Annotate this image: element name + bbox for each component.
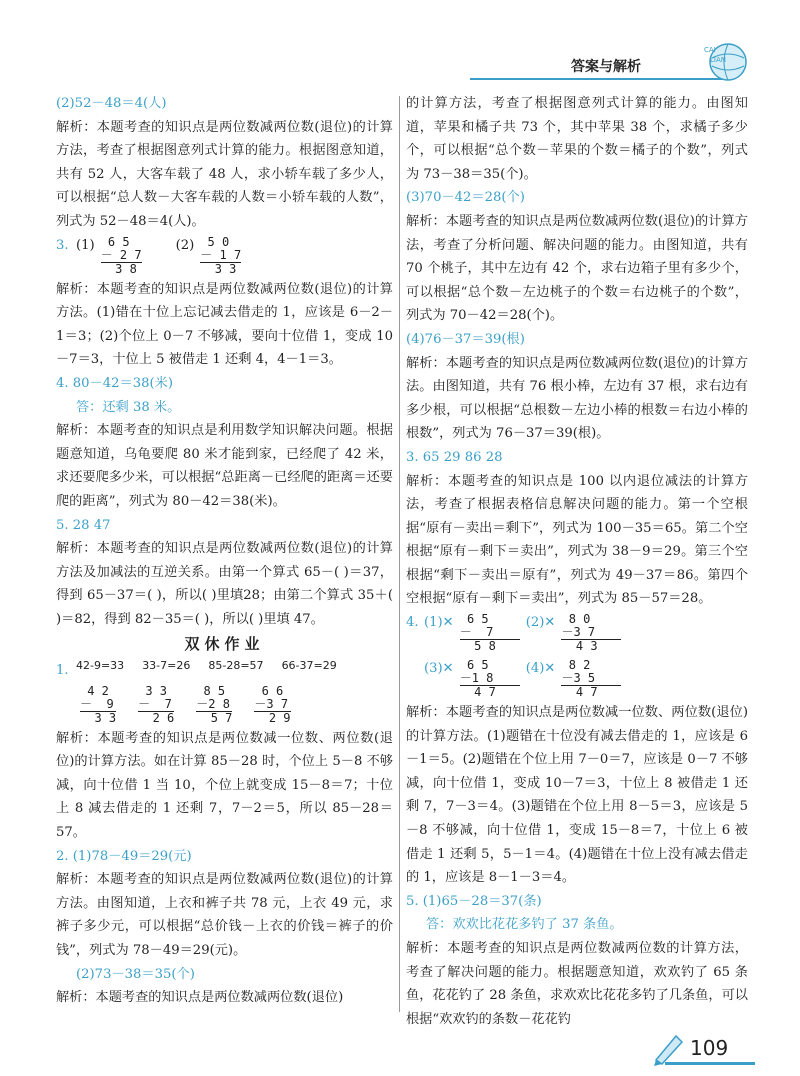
vertical-calc <box>561 613 621 653</box>
answer-line: (4)76－37＝39(根) <box>406 331 525 347</box>
calc-result: 4 7 <box>561 685 621 699</box>
answer-line: 答：还剩 38 米。 <box>76 399 181 415</box>
calc-sub: －2 8 <box>196 696 230 711</box>
page-number: 109 <box>690 1036 729 1060</box>
calc-result: 3 3 <box>80 710 117 725</box>
analysis-paragraph: 解析：本题考查的知识点是两位数减两位数(退位)的计算方法。(1)错在十位上忘记减去借走的 1，应该是 6－2－1＝3；(2)个位上 0－7 不够减，要向十位借 1，变成 10－7＝3，十位上 5 被借走 1 还剩 4，4－1＝3。 <box>56 281 393 368</box>
calc-top: 8 5 <box>196 683 226 698</box>
equation-label: 42-9=33 <box>76 659 125 673</box>
calc-sub: －3 5 <box>561 671 596 686</box>
equation-label: 33-7=26 <box>142 659 191 673</box>
calc-top: 5 0 <box>200 234 230 249</box>
answer-line: 2. (1)78－49＝29(元) <box>56 848 192 864</box>
analysis-paragraph: 解析：本题考查的知识点是两位数减一位数、两位数(退位)的计算方法。(1)题错在十位没有减去借走的 1，应该是 6－1＝5。(2)题错在个位上用 7－0＝7，应该是 0－7 不够减，向十位借 1，变成 10－7＝3，十位上 8 被借走 1 还剩 7，7－3＝4。(3)题错在个位上用 8－5＝3，应该是 5－8 不够减，向十位借 1，变成 15－8＝7，十位上 6 被借走 1 还剩 5，5－1＝4。(4)题错在十位上没有减去借走的 1，应该是 8－1－3＝4。 <box>406 705 748 886</box>
calc-top: 3 3 <box>138 683 168 698</box>
answer-line: (2)52－48＝4(人) <box>56 96 167 111</box>
analysis-paragraph: 解析：本题考查的知识点是两位数减一位数、两位数(退位)的计算方法。如在计算 85－28 时，个位上 5－8 不够减，向十位借 1 当 10，个位上就变成 15－8＝7；十位上 8 减去借走的 1 还剩 7，7－2＝5，所以 85－28＝57。 <box>56 730 393 841</box>
calc-result: 5 8 <box>460 639 520 653</box>
analysis-paragraph: 解析：本题考查的知识点是利用数学知识解决问题。根据题意知道，乌龟要爬 80 米才能到家，已经爬了 42 米，求还要爬多少米，可以根据“总距离－已经爬的距离＝还要爬的距离”，列式为 80－42＝38(米)。 <box>56 423 393 509</box>
question-4 <box>406 611 748 701</box>
calc-sub: － 1 7 <box>200 247 242 262</box>
calc-row <box>80 683 393 727</box>
equation-label: 85-28=57 <box>208 659 264 673</box>
analysis-paragraph: 解析：本题考查的知识点是两位数减两位数(退位)的计算方法。由图知道，共有 76 根小棒，左边有 37 根，求右边有多少根，可以根据“总根数－左边小棒的根数＝右边小棒的根数”，列式为 76－37＝39(根)。 <box>406 355 748 442</box>
pencil-icon <box>650 1030 690 1066</box>
svg-text:CAI: CAI <box>704 46 716 54</box>
calc-sub: － 7 <box>459 625 494 640</box>
vertical-calc <box>561 659 621 699</box>
question-number: 3. <box>56 237 69 253</box>
calc-top: 6 5 <box>459 612 489 627</box>
vertical-calc <box>138 685 174 725</box>
calc-tag: (3)✕ <box>424 661 454 677</box>
calc-sub: － 2 7 <box>100 247 142 262</box>
calc-sub: － 9 <box>80 696 114 711</box>
answer-line: 5. (1)65－28＝37(条) <box>406 893 542 909</box>
vertical-calc <box>200 236 241 276</box>
answer-line: (3)70－42＝28(个) <box>406 190 525 206</box>
header-title: 答案与解析 <box>571 59 641 75</box>
calc-result: 4 7 <box>460 685 520 699</box>
vertical-calc <box>460 613 520 653</box>
footer-rule <box>665 1062 755 1065</box>
calc-top: 6 5 <box>459 658 489 673</box>
calc-top: 8 2 <box>561 658 591 673</box>
answer-line: (2)73－38＝35(个) <box>76 966 195 982</box>
calc-top: 8 0 <box>561 612 591 627</box>
calc-top: 6 6 <box>254 683 284 698</box>
vertical-calc <box>80 685 116 725</box>
vertical-calc <box>460 659 520 699</box>
globe-logo-icon <box>690 28 756 90</box>
calc-sub: －3 7 <box>254 696 289 711</box>
question-number: 4. <box>406 615 419 631</box>
answer-line: 答：欢欢比花花多钓了 37 条鱼。 <box>426 917 623 933</box>
equation-label: 66-37=29 <box>281 659 337 673</box>
svg-text:LIAN: LIAN <box>710 56 726 64</box>
calc-sub: －1 8 <box>459 671 494 686</box>
calc-top: 6 5 <box>100 234 130 249</box>
answer-line: 4. 80－42＝38(米) <box>56 375 173 391</box>
calc-tag: (2) <box>175 237 195 253</box>
vertical-calc <box>101 236 142 276</box>
calc-top: 4 2 <box>80 683 109 698</box>
right-column <box>406 92 748 1031</box>
vertical-calc <box>254 685 290 725</box>
question-3 <box>56 234 393 278</box>
calc-result: 3 8 <box>101 262 142 276</box>
calc-tag: (4)✕ <box>525 661 556 677</box>
calc-sub: － 7 <box>138 696 172 711</box>
analysis-paragraph: 解析：本题考查的知识点是两位数减两位数的计算方法，考查了解决问题的能力。根据题意知道，欢欢钓了 65 条鱼，花花钓了 28 条鱼，求欢欢比花花多钓了几条鱼，可以根据“欢欢钓的条数－花花钓 <box>406 941 748 1027</box>
section-title: 双休作业 <box>184 635 265 654</box>
answer-line: 3. 65 29 86 28 <box>406 449 503 465</box>
column-divider <box>399 96 400 1012</box>
calc-sub: －3 7 <box>561 625 596 640</box>
calc-result: 2 6 <box>138 710 175 725</box>
calc-result: 3 3 <box>200 262 241 276</box>
analysis-paragraph: 解析：本题考查的知识点是两位数减两位数(退位)的计算方法及加减法的互逆关系。由第一个算式 65－( )＝37，得到 65－37＝( )，所以( )里填28；由第二个算式 35＋( )＝82，得到 82－35＝( )，所以( )里填 47。 <box>56 541 393 627</box>
left-column <box>56 92 393 1010</box>
analysis-paragraph: 解析：本题考查的知识点是两位数减两位数(退位)的计算方法。由图知道，上衣和裤子共 78 元，上衣 49 元，求裤子多少元，可以根据“总价钱－上衣的价钱＝裤子的价钱”，列式为 78－49＝29(元)。 <box>56 872 393 958</box>
analysis-paragraph: 解析：本题考查的知识点是两位数减两位数(退位) <box>56 990 344 1006</box>
weekend-q1 <box>56 659 393 683</box>
calc-result: 4 3 <box>561 639 621 653</box>
calc-result: 5 7 <box>196 710 233 725</box>
calc-tag: (2)✕ <box>525 615 556 631</box>
answer-line: 5. 28 47 <box>56 517 111 533</box>
calc-tag: (1)✕ <box>424 615 454 631</box>
calc-result: 2 9 <box>254 710 291 725</box>
question-number: 1. <box>56 663 69 679</box>
analysis-paragraph: 解析：本题考查的知识点是两位数减两位数(退位)的计算方法，考查了分析问题、解决问题的能力。由图知道，共有 70 个桃子，其中左边有 42 个，求右边箱子里有多少个，可以根据“总个数－左边桃子的个数＝右边桃子的个数”，列式为 70－42＝28(个)。 <box>406 213 748 324</box>
calc-tag: (1) <box>76 237 95 253</box>
analysis-paragraph: 的计算方法，考查了根据图意列式计算的能力。由图知道，苹果和橘子共 73 个，其中苹果 38 个，求橘子多少个，可以根据“总个数－苹果的个数＝橘子的个数”，列式为 73－38＝35(个)。 <box>406 96 748 182</box>
vertical-calc <box>196 685 232 725</box>
analysis-paragraph: 解析：本题考查的知识点是 100 以内退位减法的计算方法，考查了根据表格信息解决问题的能力。第一个空根据“原有－卖出＝剩下”，列式为 100－35＝65。第二个空根据“原有－剩下＝卖出”，列式为 38－9＝29。第三个空根据“剩下－卖出＝原有”，列式为 49－37＝86。第四个空根据“原有－剩下＝卖出”，列式为 85－57＝28。 <box>406 473 748 607</box>
analysis-paragraph: 解析：本题考查的知识点是两位数减两位数(退位)的计算方法，考查了根据图意列式计算的能力。根据图意知道，共有 52 人，大客车载了 48 人，求小轿车载了多少人，可以根据“总人数－大客车载的人数＝小轿车载的人数”，列式为 52－48＝4(人)。 <box>56 119 393 229</box>
